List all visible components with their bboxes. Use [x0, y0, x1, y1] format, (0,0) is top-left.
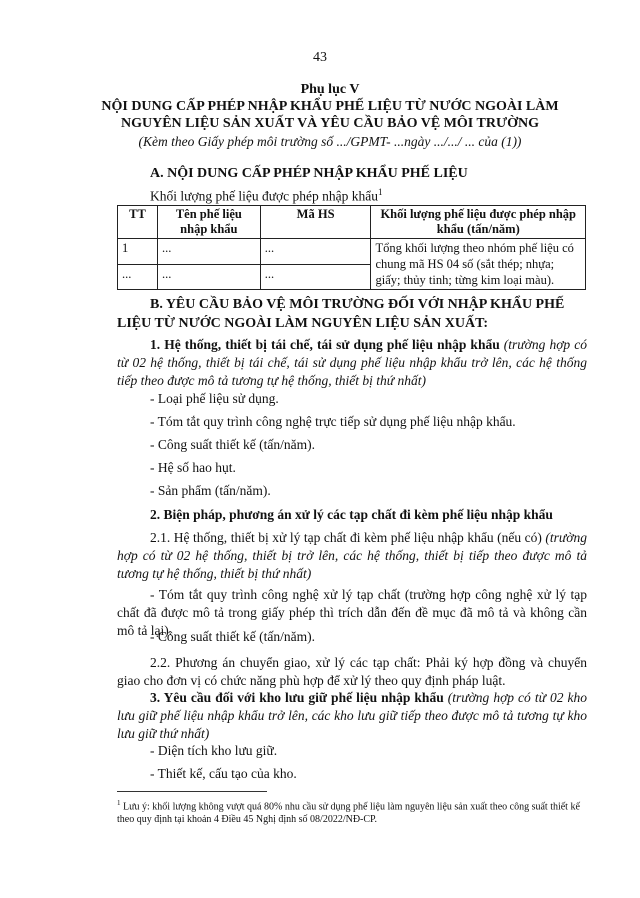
- cell-tt: ...: [118, 264, 158, 290]
- cell-tt: 1: [118, 239, 158, 265]
- section-b21: [117, 529, 587, 583]
- list-item: - Hệ số hao hụt.: [150, 460, 236, 475]
- section-b22: 2.2. Phương án chuyển giao, xử lý các tạp chất: Phải ký hợp đồng và chuyển giao cho đơn vị có chức năng phù hợp để xử lý theo quy định pháp luật.: [117, 655, 587, 688]
- page-number: 43: [313, 50, 327, 65]
- section-a-heading: A. NỘI DUNG CẤP PHÉP NHẬP KHẨU PHẾ LIỆU: [150, 166, 468, 181]
- footnote-number: 1: [117, 799, 121, 807]
- section-b21-item-2: - Công suất thiết kế (tấn/năm).: [150, 629, 315, 644]
- title-line-1: NỘI DUNG CẤP PHÉP NHẬP KHẨU PHẾ LIỆU TỪ NƯỚC NGOÀI LÀM: [101, 99, 559, 114]
- footnote-text: Lưu ý: khối lượng không vượt quá 80% nhu cầu sử dụng phế liệu làm nguyên liệu sản xuất theo công suất thiết kế theo quy định tại khoản 4 Điều 45 Nghị định số 08/2022/NĐ-CP.: [117, 801, 580, 826]
- footnote-ref: 1: [378, 187, 383, 197]
- cell-hs: ...: [260, 264, 371, 290]
- section-b3-note: (trường hợp có từ 02 kho lưu giữ phế liệu nhập khẩu trở lên, các kho lưu giữ tiếp theo được mô tả tương tự kho lưu giữ thứ nhất): [117, 690, 587, 741]
- scrap-table: [117, 205, 586, 290]
- table-row: [118, 239, 586, 265]
- section-b1-note: (trường hợp có từ 02 hệ thống, thiết bị tái chế, tái sử dụng phế liệu nhập khẩu trở lên, các hệ thống tiếp theo được mô tả tương tự hệ thống, thiết bị thứ nhất): [117, 337, 587, 388]
- list-item: - Loại phế liệu sử dụng.: [150, 391, 279, 406]
- section-b1: [117, 336, 587, 390]
- footnote: [117, 797, 587, 826]
- list-item: - Tóm tắt quy trình công nghệ trực tiếp sử dụng phế liệu nhập khẩu.: [150, 414, 516, 429]
- footnote-divider: [117, 791, 267, 792]
- document-title: [80, 98, 580, 132]
- header-quantity: Khối lượng phế liệu được phép nhập khẩu (tấn/năm): [371, 206, 586, 239]
- section-a-note: [150, 187, 383, 205]
- header-tt: TT: [118, 206, 158, 239]
- section-b2-title: 2. Biện pháp, phương án xử lý các tạp chất đi kèm phế liệu nhập khẩu: [150, 507, 553, 522]
- list-item: - Thiết kế, cấu tạo của kho.: [150, 766, 297, 781]
- section-b21-text: 2.1. Hệ thống, thiết bị xử lý tạp chất đi kèm phế liệu nhập khẩu (nếu có): [150, 530, 546, 545]
- cell-quantity-note: Tổng khối lượng theo nhóm phế liệu có chung mã HS 04 số (sắt thép; nhựa; giấy; thủy tinh; từng kim loại màu).: [371, 239, 586, 290]
- header-name: Tên phế liệu nhập khẩu: [157, 206, 260, 239]
- section-b21-item-1: - Tóm tắt quy trình công nghệ xử lý tạp chất (trường hợp công nghệ xử lý tạp chất đã được mô tả trong giấy phép thì trích dẫn đến đề mục đã mô tả và không cần mô tả lại).: [117, 587, 587, 638]
- table-header-row: [118, 206, 586, 239]
- section-b3: [117, 689, 587, 743]
- list-item: - Công suất thiết kế (tấn/năm).: [150, 437, 315, 452]
- appendix-label: Phụ lục V: [300, 82, 360, 97]
- section-b3-title: 3. Yêu cầu đối với kho lưu giữ phế liệu nhập khẩu: [150, 690, 444, 705]
- cell-name: ...: [157, 239, 260, 265]
- list-item: - Sản phẩm (tấn/năm).: [150, 483, 271, 498]
- title-line-2: NGUYÊN LIỆU SẢN XUẤT VÀ YÊU CẦU BẢO VỆ MÔI TRƯỜNG: [121, 116, 539, 131]
- list-item: - Diện tích kho lưu giữ.: [150, 743, 278, 758]
- section-b-heading: B. YÊU CẦU BẢO VỆ MÔI TRƯỜNG ĐỐI VỚI NHẬP KHẨU PHẾ LIỆU TỪ NƯỚC NGOÀI LÀM NGUYÊN LIỆU SẢN XUẤT:: [117, 297, 565, 331]
- section-b21-note: (trường hợp có từ 02 hệ thống, thiết bị trở lên, các hệ thống, thiết bị tiếp theo được mô tả tương tự hệ thống, thiết bị thứ nhất): [117, 530, 587, 581]
- note-text: Khối lượng phế liệu được phép nhập khẩu: [150, 188, 378, 204]
- section-b1-title: 1. Hệ thống, thiết bị tái chế, tái sử dụng phế liệu nhập khẩu: [150, 337, 500, 352]
- cell-name: ...: [157, 264, 260, 290]
- header-hs: Mã HS: [260, 206, 371, 239]
- cell-hs: ...: [260, 239, 371, 265]
- document-subtitle: (Kèm theo Giấy phép môi trường số .../GPMT- ...ngày .../.../ ... của (1)): [138, 134, 522, 149]
